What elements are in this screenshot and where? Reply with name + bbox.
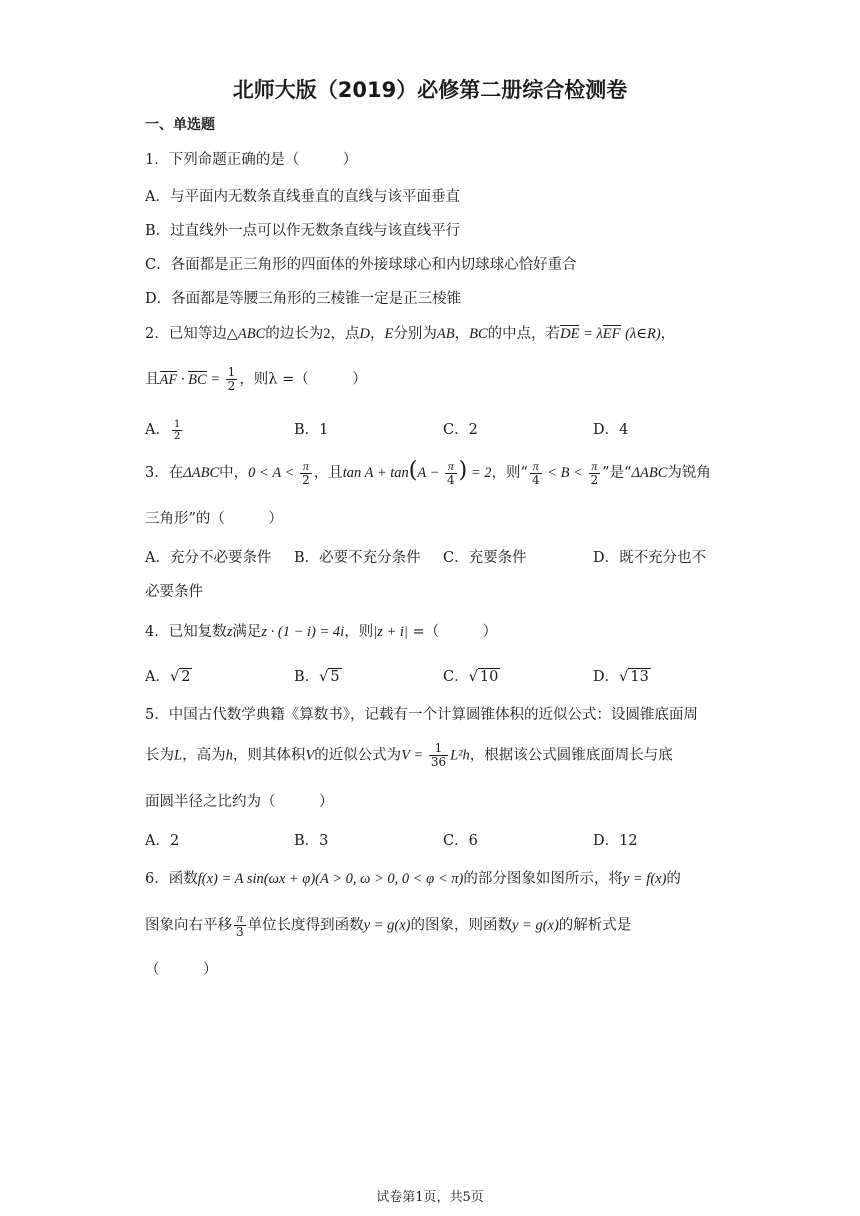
q3-option-b: B．必要不充分条件 bbox=[294, 550, 421, 566]
q4-option-a: A．√ 2 bbox=[145, 669, 191, 685]
q3-option-a: A．充分不必要条件 bbox=[145, 550, 272, 566]
q4-option-d: D．√ 13 bbox=[593, 669, 649, 685]
q1-option-c: C．各面都是正三角形的四面体的外接球球心和内切球球心恰好重合 bbox=[145, 257, 577, 273]
q1-option-d: D．各面都是等腰三角形的三棱锥一定是正三棱锥 bbox=[145, 291, 462, 307]
q5-option-c: C．6 bbox=[443, 833, 478, 849]
q2-option-d: D．4 bbox=[593, 422, 629, 438]
q5-stem-line2: 长为L，高为h，则其体积V的近似公式为V = $\frac{1}{36}$ L²h，根据该公式圆锥底面周长与底 bbox=[145, 741, 673, 769]
q5-option-d: D．12 bbox=[593, 833, 638, 849]
q1-option-a: A．与平面内无数条直线垂直的直线与该平面垂直 bbox=[145, 189, 460, 205]
q2-stem-line2: 且AF · BC = $\frac{1}{2}$ ，则λ =（ ） bbox=[145, 365, 367, 393]
q2-option-c: C．2 bbox=[443, 422, 478, 438]
q6-stem-line1: 6．函数f(x) = A sin(ωx + φ)(A > 0, ω > 0, 0 < φ < π)的部分图象如图所示，将y = f(x)的 bbox=[145, 871, 681, 887]
q5-option-b: B．3 bbox=[294, 833, 329, 849]
section-heading: 一、单选题 bbox=[145, 117, 215, 133]
q5-stem-line3: 面圆半径之比约为（ ） bbox=[145, 794, 334, 810]
q2-stem-line1: 2．已知等边△ABC的边长为2，点D，E分别为AB，BC的中点，若DE = λEF (λ∈R)， bbox=[145, 326, 676, 342]
page-footer: 试卷第1页，共5页 bbox=[376, 1190, 484, 1205]
vector-ef: EF bbox=[602, 326, 621, 342]
q6-stem-line2: 图象向右平移 $\frac{\pi}{3}$ 单位长度得到函数y = g(x)的图象，则函数y = g(x)的解析式是 bbox=[145, 911, 632, 939]
q3-stem-line1: 3．在ΔABC中，0 < A < $\frac{\pi}{2}$ ，且tan A + tan(A − $\frac{\pi}{4}$ ) = 2，则“ $\frac{\pi}{4}$ < B < $\frac{\pi}{2}$ ”是“ΔABC为锐角 bbox=[145, 458, 711, 487]
q4-option-c: C．√ 10 bbox=[443, 669, 499, 685]
fraction-one-half: $\frac{1}{2}$ bbox=[227, 365, 236, 393]
q3-option-c: C．充要条件 bbox=[443, 550, 527, 566]
q2-option-b: B．1 bbox=[294, 422, 329, 438]
q6-stem-line3: （ ） bbox=[145, 962, 218, 978]
vector-bc: BC bbox=[188, 371, 207, 388]
q4-stem: 4．已知复数z满足z · (1 − i) = 4i，则|z + i| =（ ） bbox=[145, 624, 498, 640]
q2-option-a: A． $\frac{1}{2}$ bbox=[145, 418, 181, 442]
q4-option-b: B．√ 5 bbox=[294, 669, 340, 685]
vector-de: DE bbox=[560, 326, 580, 342]
vector-af: AF bbox=[159, 371, 178, 388]
q5-option-a: A．2 bbox=[145, 833, 180, 849]
q5-stem-line1: 5．中国古代数学典籍《算数书》，记载有一个计算圆锥体积的近似公式：设圆锥底面周 bbox=[145, 707, 698, 723]
q1-option-b: B．过直线外一点可以作无数条直线与该直线平行 bbox=[145, 223, 461, 239]
q3-stem-line2: 三角形”的（ ） bbox=[145, 511, 283, 527]
q3-option-d: D．既不充分也不 bbox=[593, 550, 707, 566]
page-title: 北师大版（2019）必修第二册综合检测卷 bbox=[232, 78, 628, 102]
q1-stem: 1．下列命题正确的是（ ） bbox=[145, 152, 358, 168]
q3-option-d-cont: 必要条件 bbox=[145, 584, 203, 600]
